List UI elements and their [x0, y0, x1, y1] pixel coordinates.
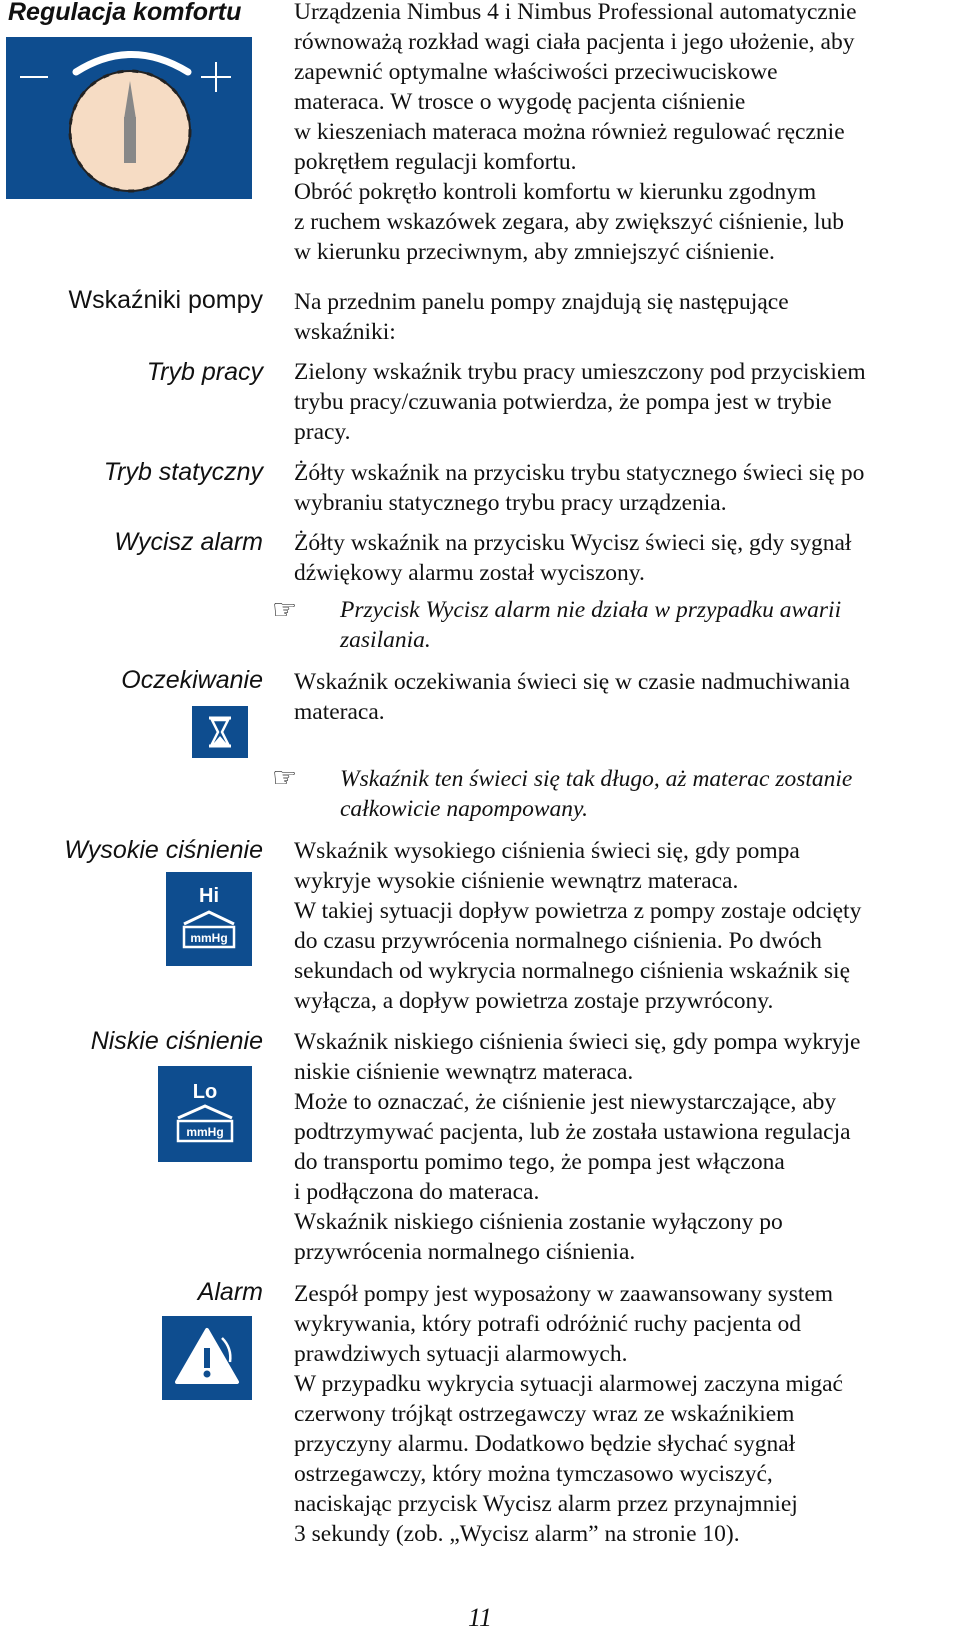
hourglass-icon	[192, 706, 248, 758]
section-label-low: Niskie ciśnienie	[90, 1027, 263, 1055]
section-label-indicators: Wskaźniki pompy	[68, 286, 263, 314]
pointing-hand-icon: ☞	[272, 593, 298, 626]
waiting-text: Wskaźnik oczekiwania świeci się w czasie nadmuchiwania materaca.	[294, 669, 850, 725]
page-number: 11	[467, 1603, 493, 1632]
section-label-high: Wysokie ciśnienie	[64, 836, 263, 864]
high-pressure-icon-label: Hi	[199, 885, 219, 907]
high-pressure-icon-unit: mmHg	[190, 931, 228, 945]
mute-note: Przycisk Wycisz alarm nie działa w przypadku awarii zasilania.	[340, 597, 842, 653]
low-text: Wskaźnik niskiego ciśnienia świeci się, gdy pompa wykryje niskie ciśnienie wewnątrz materaca. Może to oznaczać, że ciśnienie jest niewystarczające, aby podtrzymywać pacjenta, lub że została ustawiona regulacja do transportu pomimo tego, że pompa jest włączona i podłączona do materaca. Wskaźnik niskiego ciśnienia zostanie wyłączony po przywrócenia normalnego ciśnienia.	[294, 1029, 861, 1265]
alarm-triangle-icon	[162, 1316, 252, 1400]
mute-text: Żółty wskaźnik na przycisku Wycisz świeci się, gdy sygnał dźwiękowy alarmu został wyciszony.	[294, 530, 852, 586]
comfort-dial-icon	[6, 37, 252, 199]
waiting-note: Wskaźnik ten świeci się tak długo, aż materac zostanie całkowicie napompowany.	[340, 766, 853, 822]
low-pressure-icon-label: Lo	[192, 1081, 218, 1103]
section-label-waiting: Oczekiwanie	[121, 666, 263, 694]
high-pressure-icon	[166, 872, 252, 966]
comfort-text: Urządzenia Nimbus 4 i Nimbus Professional automatycznie równoważą rozkład wagi ciała pacjenta i jego ułożenie, aby zapewnić optymalne właściwości przeciwuciskowe materaca. W trosce o wygodę pacjenta ciśnienie w kieszeniach materaca można również regulować ręcznie pokrętłem regulacji komfortu. Obróć pokrętło kontroli komfortu w kierunku zgodnym z ruchem wskazówek zegara, aby zwiększyć ciśnienie, lub w kierunku przeciwnym, aby zmniejszyć ciśnienie.	[294, 0, 857, 265]
section-label-operating: Tryb pracy	[146, 358, 263, 386]
pointing-hand-icon: ☞	[272, 761, 298, 794]
operating-text: Zielony wskaźnik trybu pracy umieszczony pod przyciskiem trybu pracy/czuwania potwierdza, że pompa jest w trybie pracy.	[294, 359, 866, 445]
low-pressure-icon-unit: mmHg	[186, 1125, 224, 1139]
static-text: Żółty wskaźnik na przycisku trybu statycznego świeci się po wybraniu statycznego trybu pracy urządzenia.	[294, 460, 865, 516]
section-label-alarm: Alarm	[197, 1278, 263, 1306]
indicators-text: Na przednim panelu pompy znajdują się następujące wskaźniki:	[294, 289, 789, 345]
alarm-text: Zespół pompy jest wyposażony w zaawansowany system wykrywania, który potrafi odróżnić ruchy pacjenta od prawdziwych sytuacji alarmowych. W przypadku wykrycia sytuacji alarmowej zaczyna migać czerwony trójkąt ostrzegawczy wraz ze wskaźnikiem przyczyny alarmu. Dodatkowo będzie słychać sygnał ostrzegawczy, który można tymczasowo wyciszyć, naciskając przycisk Wycisz alarm przez przynajmniej 3 sekundy (zob. „Wycisz alarm” na stronie 10).	[294, 1281, 843, 1547]
low-pressure-icon	[158, 1066, 252, 1162]
section-label-static: Tryb statyczny	[103, 458, 263, 486]
section-label-comfort: Regulacja komfortu	[8, 0, 242, 26]
section-label-mute: Wycisz alarm	[114, 528, 263, 556]
high-text: Wskaźnik wysokiego ciśnienia świeci się, gdy pompa wykryje wysokie ciśnienie wewnątrz materaca. W takiej sytuacji dopływ powietrza z pompy zostaje odcięty do czasu przywrócenia normalnego ciśnienia. Po dwóch sekundach od wykrycia normalnego ciśnienia wskaźnik się wyłącza, a dopływ powietrza zostaje przywrócony.	[294, 838, 862, 1014]
